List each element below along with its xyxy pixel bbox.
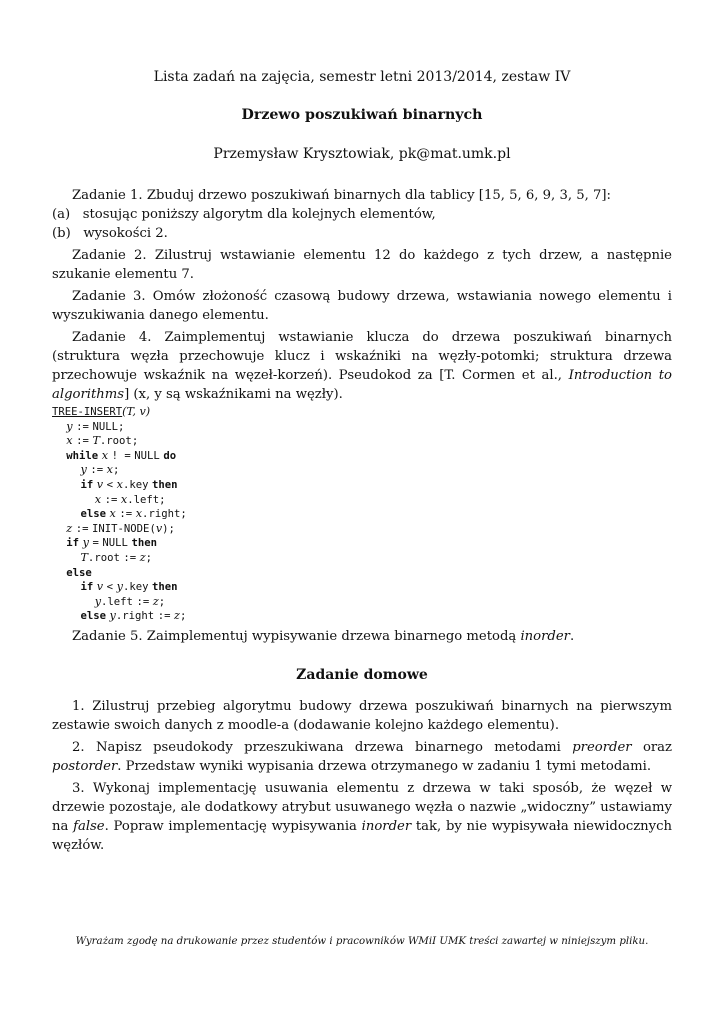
code-line: if v < x.key then [80, 477, 178, 491]
code-line: y.left := z; [94, 594, 166, 608]
homework-item-1: 1. Zilustruj przebieg algorytmu budowy drzewa poszukiwań binarnych na pierwszym zestawie swoich danych z moodle-a (dodawanie kolejno każdego elementu). [52, 698, 672, 733]
homework-item-2: 2. Napisz pseudokody przeszukiwana drzewa binarnego metodami preorder oraz postorder. Przedstaw wyniki wypisania drzewa otrzymanego w zadaniu 1 tymi metodami. [52, 739, 672, 774]
code-line: if v < y.key then [80, 580, 178, 594]
item-text: wysokości 2. [83, 226, 168, 241]
task-5-text: Zadanie 5. Zaimplementuj wypisywanie drzewa binarnego metodą [72, 628, 521, 644]
inorder-term: inorder [361, 818, 412, 834]
author-line: Przemysław Krysztowiak, pk@mat.umk.pl [213, 146, 511, 162]
code-line: else y.right := z; [80, 609, 187, 623]
code-line: if y = NULL then [66, 536, 157, 550]
item-mark: (a) [52, 207, 71, 222]
inorder-term: inorder [520, 628, 570, 644]
tasks-body [52, 186, 672, 855]
task-2: Zadanie 2. Zilustruj wstawianie elementu 12 do każdego z tych drzew, a następnie szukanie elementu 7. [52, 248, 672, 282]
homework-heading: Zadanie domowe [296, 666, 428, 683]
page-title: Drzewo poszukiwań binarnych [241, 107, 483, 123]
task-1 [52, 186, 672, 205]
task-5: Zadanie 5. Zaimplementuj wypisywanie drzewa binarnego metodą inorder. [72, 628, 575, 644]
code-line [52, 405, 672, 420]
false-term: false [73, 818, 105, 834]
code-line: else [66, 566, 92, 579]
task-4 [52, 328, 672, 404]
footer-note: Wyrażam zgodę na drukowanie przez studentów i pracowników WMiI UMK treści zawartej w niniejszym pliku. [75, 936, 649, 947]
code-line: x := T.root; [66, 434, 139, 448]
task-1-item-b [52, 224, 672, 243]
task-1-text: Zbuduj drzewo poszukiwań binarnych dla tablicy [15, 5, 6, 9, 3, 5, 7]: [146, 188, 611, 203]
proc-params: (T, v) [122, 405, 151, 418]
postorder-term: postorder [52, 758, 118, 774]
code-line: T.root := z; [80, 550, 153, 564]
preorder-term: preorder [572, 739, 632, 755]
task-1-label: Zadanie 1. [72, 188, 143, 203]
homework-item-3: 3. Wykonaj implementację usuwania elementu z drzewa w taki sposób, że węzeł w drzewie pozostaje, ale dodatkowy atrybut usuwanego węzła o nazwie „widoczny” ustawiamy na false. Popraw implementację wypisywania inorder tak, by nie wypisywała niewidocznych węzłów. [52, 780, 672, 853]
proc-name: TREE-INSERT [52, 406, 123, 418]
code-line: x := x.left; [94, 492, 166, 506]
task-3: Zadanie 3. Omów złożoność czasową budowy drzewa, wstawiania nowego elementu i wyszukiwania danego elementu. [52, 289, 672, 323]
task-4-text-end: ] (x, y są wskaźnikami na węzły). [124, 387, 343, 402]
item-mark: (b) [52, 226, 71, 241]
pseudocode-block [52, 405, 672, 624]
task-4-text: Zadanie 4. Zaimplementuj wstawianie klucza do drzewa poszukiwań binarnych (struktura węzła przechowuje klucz i wskaźniki na węzły-potomki; struktura drzewa przechowuje wskaźnik na węzeł-korzeń). Pseudokod za [T. Cormen et al., [52, 330, 672, 383]
course-header: Lista zadań na zajęcia, semestr letni 2013/2014, zestaw IV [153, 69, 571, 85]
code-line: while x ! = NULL do [66, 448, 177, 462]
item-text: stosując poniższy algorytm dla kolejnych elementów, [82, 207, 436, 222]
code-line: else x := x.right; [80, 507, 187, 521]
code-line: y := x; [80, 463, 120, 477]
book-title: Introduction to algorithms [52, 368, 672, 402]
task-1-item-a [52, 205, 672, 224]
code-line: z := INIT-NODE(v); [66, 521, 175, 535]
code-line: y := NULL; [66, 419, 125, 433]
